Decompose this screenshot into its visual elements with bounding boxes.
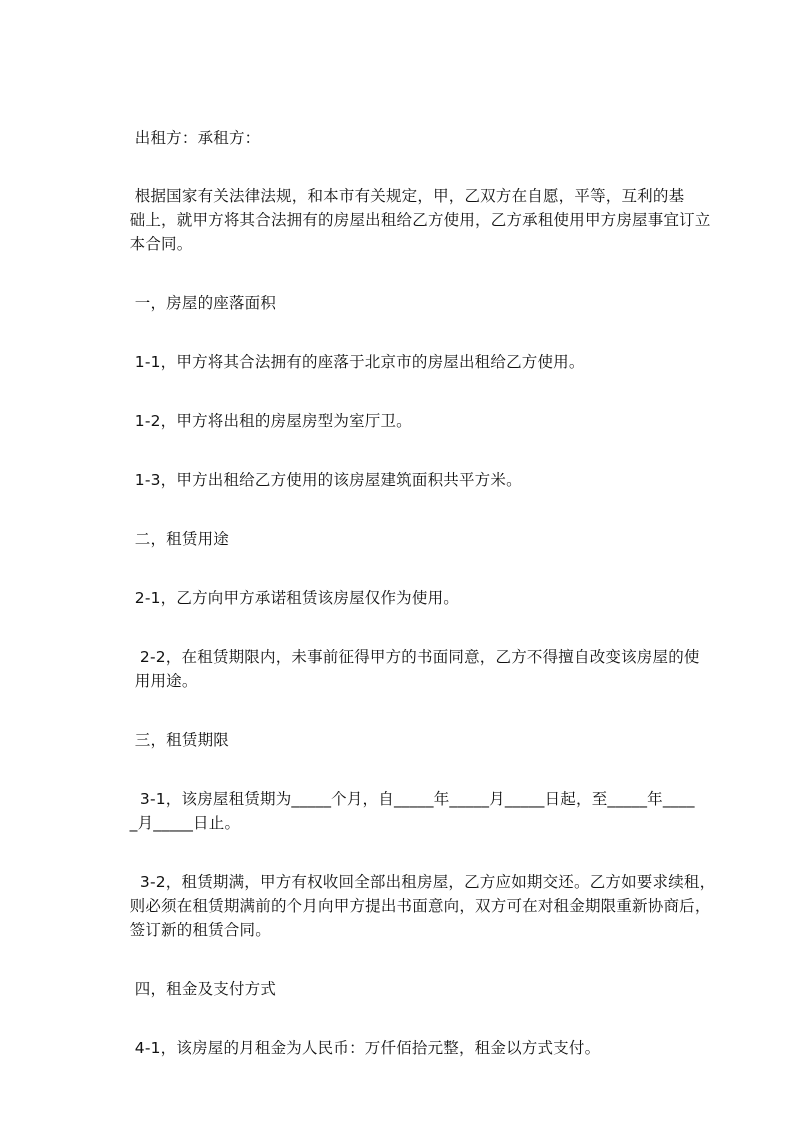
section-heading-1 (104, 291, 724, 315)
text-line: 出租方：承租方： (104, 129, 261, 147)
text-line: 一，房屋的座落面积 (104, 294, 277, 312)
clause-1-3 (104, 468, 724, 492)
text-line: 1-1，甲方将其合法拥有的座落于北京市的房屋出租给乙方使用。 (104, 353, 585, 371)
text-line: 1-3，甲方出租给乙方使用的该房屋建筑面积共平方米。 (104, 471, 522, 489)
text-line: 2-1，乙方向甲方承诺租赁该房屋仅作为使用。 (104, 589, 459, 607)
section-heading-4 (104, 977, 724, 1001)
text-line: 2-2，在租赁期限内，未事前征得甲方的书面同意，乙方不得擅自改变该房屋的使 (104, 648, 700, 666)
text-line: 则必须在租赁期满前的个月向甲方提出书面意向，双方可在对租金期限重新协商后， (104, 897, 711, 915)
text-line: 本合同。 (104, 235, 193, 253)
parties-line (104, 126, 724, 150)
clause-1-1 (104, 350, 724, 374)
text-line: 二，租赁用途 (104, 530, 229, 548)
clause-1-2 (104, 409, 724, 433)
text-line: 3-1，该房屋租赁期为_____个月，自_____年_____月_____日起，至_____年____ (104, 790, 695, 808)
text-line: _月_____日止。 (104, 814, 241, 832)
text-line: 三，租赁期限 (104, 731, 229, 749)
text-line: 4-1，该房屋的月租金为人民币：万仟佰拾元整，租金以方式支付。 (104, 1039, 601, 1057)
intro-paragraph (104, 184, 724, 256)
section-heading-2 (104, 527, 724, 551)
text-line: 签订新的租赁合同。 (104, 921, 271, 939)
text-line: 四，租金及支付方式 (104, 980, 277, 998)
clause-2-1 (104, 586, 724, 610)
text-line: 根据国家有关法律法规，和本市有关规定，甲，乙双方在自愿，平等，互利的基 (104, 187, 685, 205)
text-line: 础上，就甲方将其合法拥有的房屋出租给乙方使用，乙方承租使用甲方房屋事宜订立 (104, 211, 711, 229)
text-line: 1-2，甲方将出租的房屋房型为室厅卫。 (104, 412, 412, 430)
clause-3-2 (104, 870, 724, 942)
clause-3-1 (104, 787, 724, 835)
text-line: 3-2，租赁期满，甲方有权收回全部出租房屋，乙方应如期交还。乙方如要求续租， (104, 873, 716, 891)
text-line: 用用途。 (104, 672, 198, 690)
section-heading-3 (104, 728, 724, 752)
clause-2-2 (104, 645, 724, 693)
clause-4-1 (104, 1036, 724, 1060)
contract-body (104, 126, 724, 1060)
